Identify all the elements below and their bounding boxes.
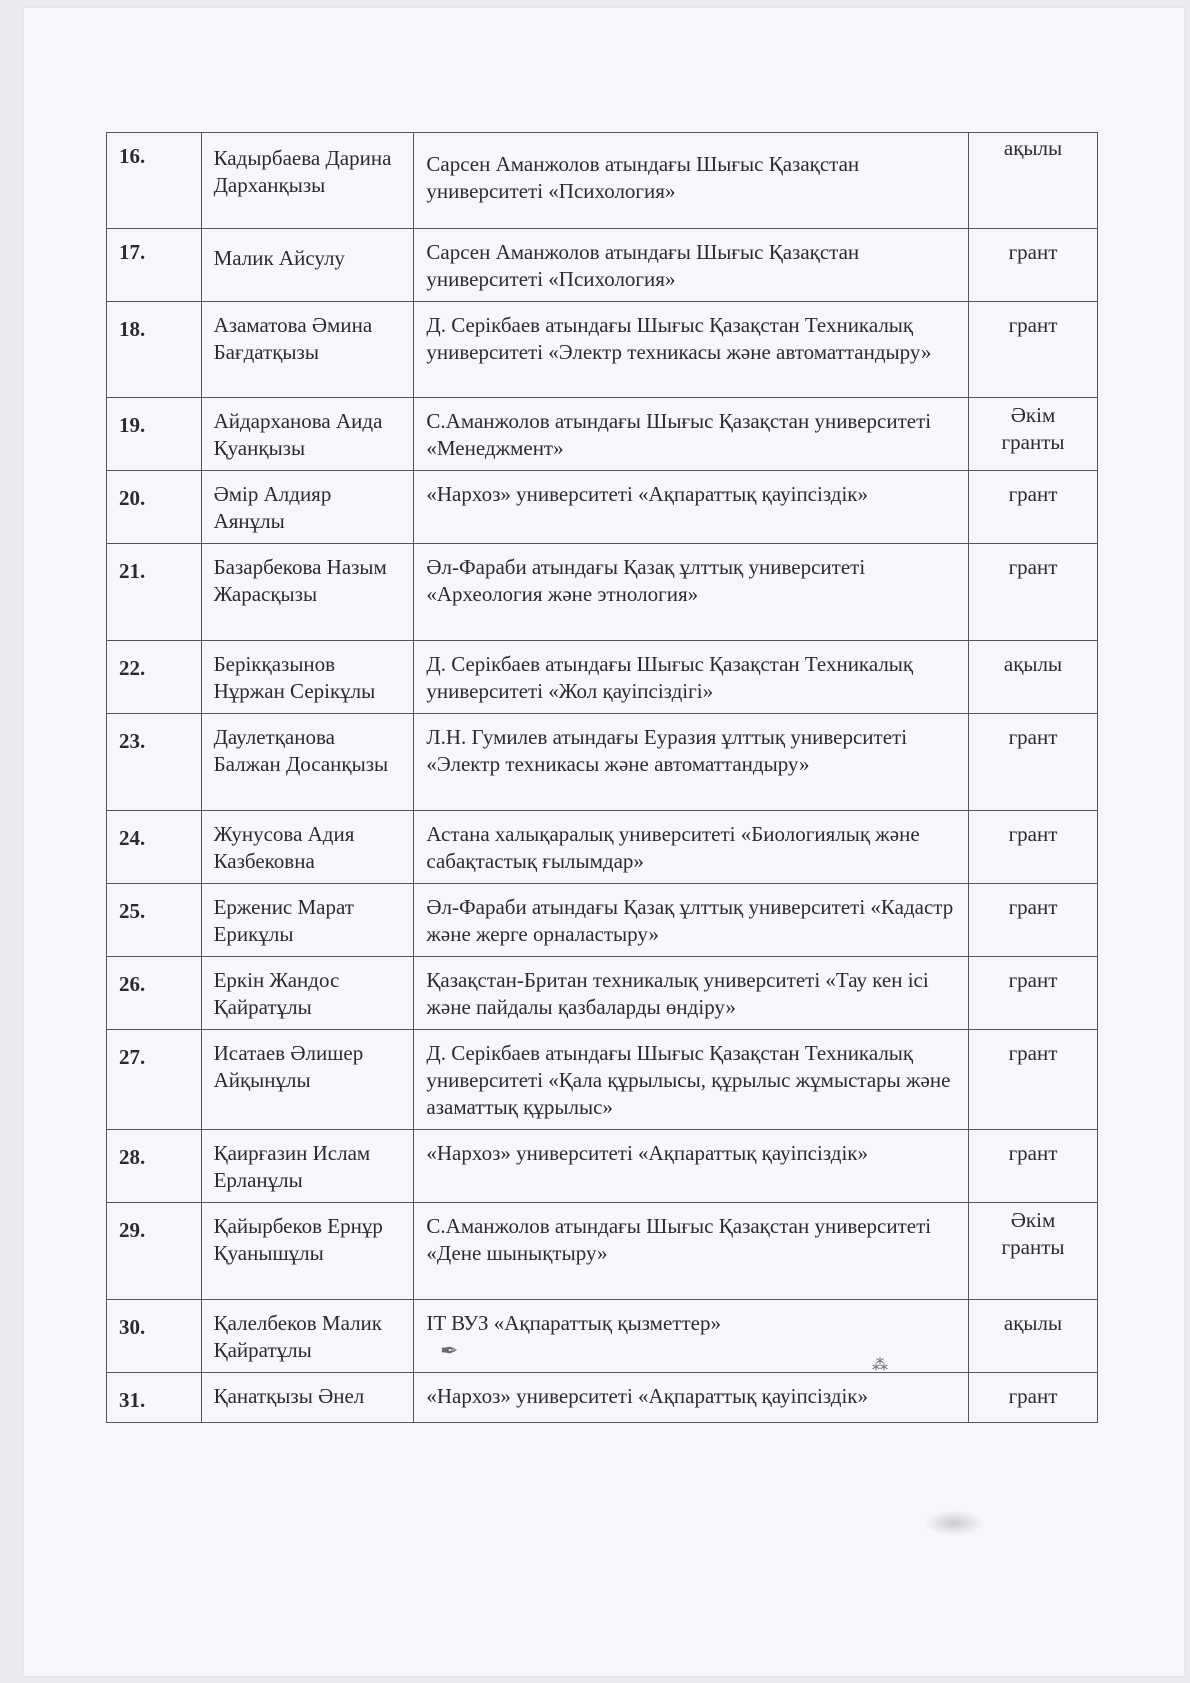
- row-number: 17.: [107, 229, 202, 302]
- document-page: [24, 8, 1184, 1676]
- student-name: Қаирғазин Ислам Ерланұлы: [201, 1130, 414, 1203]
- university-specialty: С.Аманжолов атындағы Шығыс Қазақстан университеті «Дене шынықтыру»: [414, 1203, 969, 1300]
- student-name: Ерженис Марат Ерикұлы: [201, 884, 414, 957]
- table-row: [107, 641, 1098, 714]
- funding-status: грант: [969, 714, 1098, 811]
- student-name: Жунусова Адия Казбековна: [201, 811, 414, 884]
- table-row: [107, 471, 1098, 544]
- funding-status: Әкім гранты: [969, 398, 1098, 471]
- table-row: [107, 957, 1098, 1030]
- student-name: Берікқазынов Нұржан Серікұлы: [201, 641, 414, 714]
- student-name: Қалелбеков Малик Қайратұлы: [201, 1300, 414, 1373]
- student-name: Әмір Алдияр Аянұлы: [201, 471, 414, 544]
- table-row: [107, 714, 1098, 811]
- student-name: Қанатқызы Әнел: [201, 1373, 414, 1423]
- table-row: [107, 302, 1098, 398]
- university-specialty: Сарсен Аманжолов атындағы Шығыс Қазақстан университеті «Психология»: [414, 133, 969, 229]
- university-specialty: Сарсен Аманжолов атындағы Шығыс Қазақстан университеті «Психология»: [414, 229, 969, 302]
- university-specialty: Д. Серікбаев атындағы Шығыс Қазақстан Техникалық университеті «Жол қауіпсіздігі»: [414, 641, 969, 714]
- table-row: [107, 1130, 1098, 1203]
- university-specialty: IT ВУЗ «Ақпараттық қызметтер»: [414, 1300, 969, 1373]
- student-table: [106, 132, 1098, 1423]
- row-number: 21.: [107, 544, 202, 641]
- stamp-smudge: [924, 1510, 984, 1536]
- row-number: 27.: [107, 1030, 202, 1130]
- table-row: [107, 1373, 1098, 1423]
- university-specialty: Д. Серікбаев атындағы Шығыс Қазақстан Техникалық университеті «Электр техникасы және автоматтандыру»: [414, 302, 969, 398]
- row-number: 25.: [107, 884, 202, 957]
- student-name: Исатаев Әлишер Айқынұлы: [201, 1030, 414, 1130]
- row-number: 30.: [107, 1300, 202, 1373]
- ink-speck: ✒: [440, 1338, 459, 1363]
- row-number: 20.: [107, 471, 202, 544]
- funding-status: грант: [969, 544, 1098, 641]
- table-row: [107, 544, 1098, 641]
- university-specialty: «Нархоз» университеті «Ақпараттық қауіпсіздік»: [414, 1373, 969, 1423]
- row-number: 24.: [107, 811, 202, 884]
- row-number: 28.: [107, 1130, 202, 1203]
- table-row: [107, 884, 1098, 957]
- row-number: 16.: [107, 133, 202, 229]
- student-name: Даулетқанова Балжан Досанқызы: [201, 714, 414, 811]
- funding-status: ақылы: [969, 641, 1098, 714]
- table-row: [107, 811, 1098, 884]
- table-row: [107, 133, 1098, 229]
- table-row: [107, 398, 1098, 471]
- university-specialty: «Нархоз» университеті «Ақпараттық қауіпсіздік»: [414, 471, 969, 544]
- funding-status: грант: [969, 884, 1098, 957]
- funding-status: грант: [969, 229, 1098, 302]
- row-number: 29.: [107, 1203, 202, 1300]
- university-specialty: Д. Серікбаев атындағы Шығыс Қазақстан Техникалық университеті «Қала құрылысы, құрылыс жұмыстары және азаматтық құрылыс»: [414, 1030, 969, 1130]
- student-name: Қайырбеков Ернұр Қуанышұлы: [201, 1203, 414, 1300]
- student-name: Кадырбаева Дарина Дарханқызы: [201, 133, 414, 229]
- table-row: [107, 229, 1098, 302]
- funding-status: грант: [969, 811, 1098, 884]
- row-number: 23.: [107, 714, 202, 811]
- university-specialty: Әл-Фараби атындағы Қазақ ұлттық университеті «Кадастр және жерге орналастыру»: [414, 884, 969, 957]
- student-name: Малик Айсулу: [201, 229, 414, 302]
- row-number: 19.: [107, 398, 202, 471]
- row-number: 31.: [107, 1373, 202, 1423]
- student-name: Айдарханова Аида Қуанқызы: [201, 398, 414, 471]
- funding-status: грант: [969, 471, 1098, 544]
- university-specialty: С.Аманжолов атындағы Шығыс Қазақстан университеті «Менеджмент»: [414, 398, 969, 471]
- funding-status: грант: [969, 1030, 1098, 1130]
- student-name: Азаматова Әмина Бағдатқызы: [201, 302, 414, 398]
- funding-status: ақылы: [969, 1300, 1098, 1373]
- student-name: Еркін Жандос Қайратұлы: [201, 957, 414, 1030]
- row-number: 22.: [107, 641, 202, 714]
- university-specialty: Әл-Фараби атындағы Қазақ ұлттық университеті «Археология және этнология»: [414, 544, 969, 641]
- funding-status: грант: [969, 957, 1098, 1030]
- funding-status: грант: [969, 1130, 1098, 1203]
- funding-status: Әкім гранты: [969, 1203, 1098, 1300]
- funding-status: грант: [969, 302, 1098, 398]
- row-number: 26.: [107, 957, 202, 1030]
- university-specialty: Астана халықаралық университеті «Биологиялық және сабақтастық ғылымдар»: [414, 811, 969, 884]
- funding-status: грант: [969, 1373, 1098, 1423]
- student-name: Базарбекова Назым Жарасқызы: [201, 544, 414, 641]
- table-row: [107, 1030, 1098, 1130]
- table-body: [107, 133, 1098, 1423]
- row-number: 18.: [107, 302, 202, 398]
- funding-status: ақылы: [969, 133, 1098, 229]
- university-specialty: Л.Н. Гумилев атындағы Еуразия ұлттық университеті «Электр техникасы және автоматтандыру»: [414, 714, 969, 811]
- table-row: [107, 1203, 1098, 1300]
- ink-speck: ⁂: [872, 1357, 888, 1374]
- university-specialty: «Нархоз» университеті «Ақпараттық қауіпсіздік»: [414, 1130, 969, 1203]
- table-row: [107, 1300, 1098, 1373]
- university-specialty: Қазақстан-Британ техникалық университеті «Тау кен ісі және пайдалы қазбаларды өндіру»: [414, 957, 969, 1030]
